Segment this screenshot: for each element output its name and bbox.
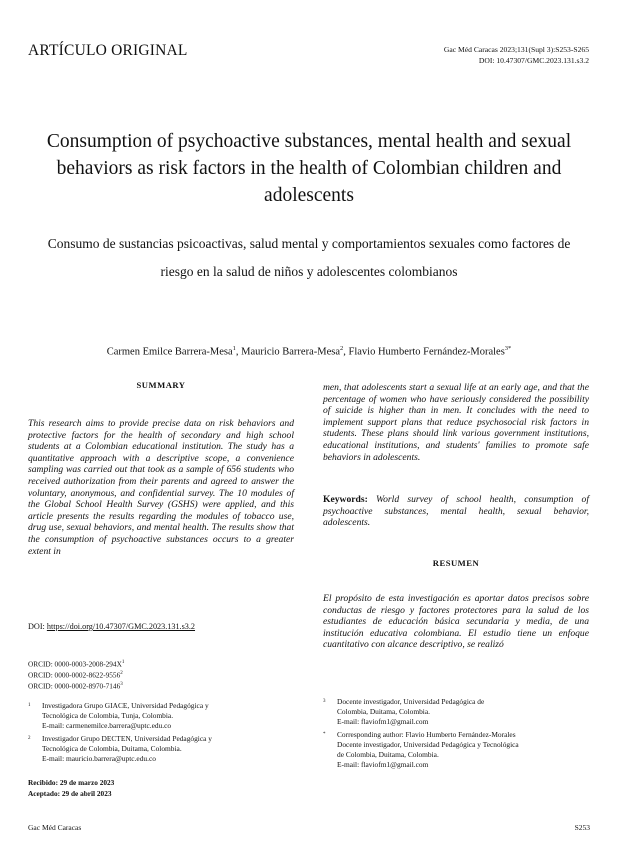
keywords <box>323 494 589 529</box>
orcid-id: ORCID: 0000-0002-8970-7146 <box>28 681 121 691</box>
affiliation-line: de Colombia, Duitama, Colombia. <box>337 749 439 759</box>
affiliation-line: Docente investigador, Universidad Pedagógica y Tecnológica <box>337 740 519 750</box>
affiliation-mark: 2 <box>28 736 31 742</box>
author-name: Carmen Emilce Barrera-Mesa <box>106 346 233 358</box>
affiliation-line: Corresponding author: Flavio Humberto Fernández-Morales <box>337 730 516 740</box>
orcid-sup: 2 <box>120 671 123 677</box>
orcid-item <box>28 669 294 680</box>
accepted-date: Aceptado: 29 de abril 2023 <box>28 789 112 798</box>
affiliation-item <box>28 701 294 730</box>
orcid-item <box>28 680 294 691</box>
affiliation-line: E-mail: flaviofm1@gmail.com <box>337 716 429 726</box>
summary-text: This research aims to provide precise data on risk behaviors and protective factors for the health of secondary and high school students at a Colombian educational institution. The study has a quantitative approach with a descriptive scope, a convenience sampling was carried out that took as a sample of 656 students who received authorization from their parents and agreed to answer the voluntary, anonymous, and confidential survey. The 10 modules of the Global School Health Survey (GSHS) were applied, and this article presents the results regarding the modules of tobacco use, drug use, sexual behaviors, and mental health. The results show that the consumption of psychoactive substances occurs to a greater extent in <box>28 418 294 557</box>
affiliation-mark: * <box>323 732 326 738</box>
affiliation-line: Tecnológica de Colombia, Tunja, Colombia. <box>42 710 174 720</box>
page-number: S253 <box>574 823 590 832</box>
citation-doi: DOI: 10.47307/GMC.2023.131.s3.2 <box>478 56 589 65</box>
resumen-heading: RESUMEN <box>432 558 480 568</box>
affiliation-line: Tecnológica de Colombia, Duitama, Colombia. <box>42 744 182 754</box>
received-date: Recibido: 29 de marzo 2023 <box>28 778 115 787</box>
footer-journal: Gac Méd Caracas <box>28 823 82 832</box>
affiliation-line: Colombia, Duitama, Colombia. <box>337 706 430 716</box>
affiliations-left <box>28 701 294 764</box>
affiliations-right <box>323 697 589 770</box>
author-list <box>20 345 598 358</box>
orcid-id: ORCID: 0000-0003-2008-294X <box>28 659 122 669</box>
affiliation-line: Investigadora Grupo GIACE, Universidad Pedagógica y <box>42 701 209 710</box>
author-sup: 1 <box>232 345 236 352</box>
affiliation-line: Docente investigador, Universidad Pedagógica de <box>337 697 485 706</box>
dates <box>28 777 294 799</box>
orcid-id: ORCID: 0000-0002-8622-9556 <box>28 670 121 680</box>
affiliation-line: Investigador Grupo DECTEN, Universidad Pedagógica y <box>42 734 212 744</box>
orcid-list <box>28 658 294 692</box>
affiliation-line: E-mail: carmenemilce.barrera@uptc.edu.co <box>42 720 172 730</box>
affiliation-mark: 3 <box>323 699 326 704</box>
orcid-sup: 1 <box>121 660 125 665</box>
keywords-text: World survey of school health, consumption of psychoactive substances, mental health, sexual behavior, adolescents. <box>323 494 589 529</box>
keywords-label: Keywords: <box>323 494 368 505</box>
article-title: Consumption of psychoactive substances, mental health and sexual behaviors as risk factors in the health of Colombian children and adolescents <box>46 131 572 206</box>
section-label: ARTÍCULO ORIGINAL <box>28 42 188 59</box>
orcid-item <box>28 658 294 669</box>
citation-journal: Gac Méd Caracas 2023;131(Supl 3):S253-S265 <box>443 45 589 54</box>
author-sup: 3* <box>504 345 512 352</box>
affiliation-line: E-mail: flaviofm1@gmail.com <box>337 759 429 769</box>
doi-link[interactable]: https://doi.org/10.47307/GMC.2023.131.s3.2 <box>46 622 196 631</box>
resumen-text: El propósito de esta investigación es aportar datos precisos sobre conductas de riesgo y factores protectores para la salud de los estudiantes de educación básica secundaria y media, de una institución educativa colombiana. El estudio tiene un enfoque cuantitativo con alcance descriptivo, se realizó <box>323 593 589 651</box>
orcid-sup: 3 <box>120 682 123 688</box>
affiliation-line: E-mail: mauricio.barrera@uptc.edu.co <box>42 753 156 763</box>
affiliation-item <box>323 730 589 769</box>
author-sup: 2 <box>339 345 344 352</box>
summary-text-continued: men, that adolescents start a sexual life at an early age, and that the percentage of women who have seriously considered the possibility of suicide is higher than in men. It concludes with the need to implement support plans that reduce psychosocial risk factors in students. These plans should link various government institutions, educational institutions, and students' families to promote safe behaviors in adolescents. <box>323 382 589 463</box>
affiliation-mark: 1 <box>28 703 31 708</box>
summary-heading: SUMMARY <box>136 380 186 390</box>
affiliation-item <box>323 697 589 726</box>
author-name: , Mauricio Barrera-Mesa <box>235 346 340 358</box>
doi-line <box>28 622 294 631</box>
author-name: , Flavio Humberto Fernández-Morales <box>343 346 505 358</box>
doi-label: DOI: <box>28 622 47 631</box>
article-subtitle: Consumo de sustancias psicoactivas, salud mental y comportamientos sexuales como factores de riesgo en la salud de niños y adolescentes colombianos <box>47 236 571 279</box>
citation-info <box>444 44 589 66</box>
affiliation-item <box>28 734 294 763</box>
